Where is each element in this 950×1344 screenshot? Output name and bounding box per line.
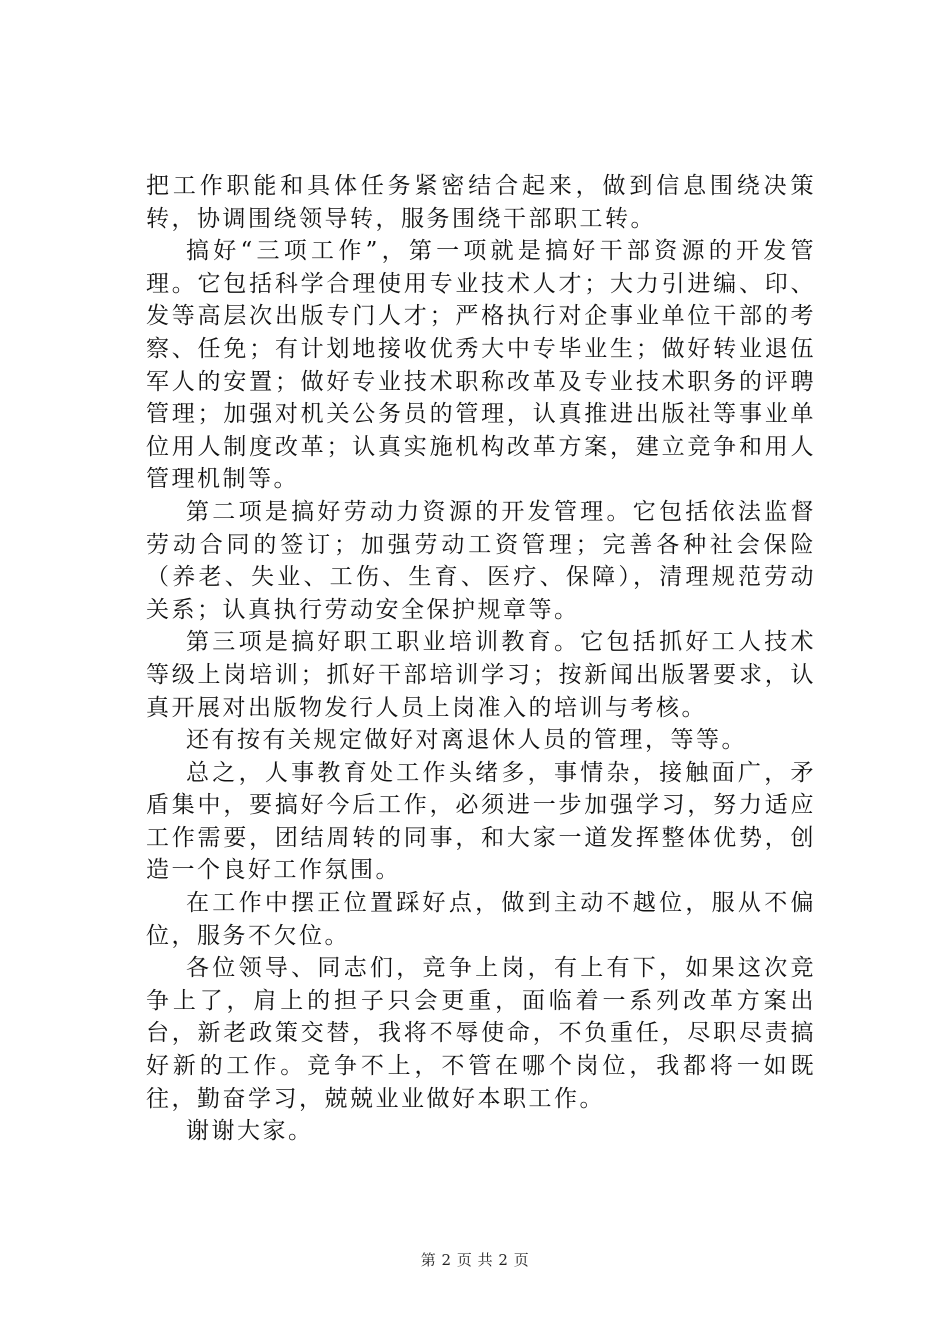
paragraph-6: 总之，人事教育处工作头绪多，事情杂，接触面广，矛盾集中，要搞好今后工作，必须进一步加强学习，努力适应工作需要，团结周转的同事，和大家一道发挥整体优势，创造一个良好工作氛围。 — [146, 759, 816, 884]
page-footer — [0, 1250, 950, 1270]
paragraph-1: 把工作职能和具体任务紧密结合起来，做到信息围绕决策转，协调围绕领导转，服务围绕干部职工转。 — [146, 173, 816, 232]
document-body — [146, 170, 816, 1148]
paragraph-8: 各位领导、同志们，竞争上岗，有上有下，如果这次竞争上了，肩上的担子只会更重，面临着一系列改革方案出台，新老政策交替，我将不辱使命，不负重任，尽职尽责搞好新的工作。竞争不上，不管在哪个岗位，我都将一如既往，勤奋学习，兢兢业业做好本职工作。 — [146, 955, 816, 1112]
paragraph-4: 第三项是搞好职工职业培训教育。它包括抓好工人技术等级上岗培训；抓好干部培训学习；按新闻出版署要求，认真开展对出版物发行人员上岗准入的培训与考核。 — [146, 629, 816, 721]
paragraph-2: 搞好“三项工作”，第一项就是搞好干部资源的开发管理。它包括科学合理使用专业技术人才；大力引进编、印、发等高层次出版专门人才；严格执行对企事业单位干部的考察、任免；有计划地接收优秀大中专毕业生；做好转业退伍军人的安置；做好专业技术职称改革及专业技术职务的评聘管理；加强对机关公务员的管理，认真推进出版社等事业单位用人制度改革；认真实施机构改革方案，建立竞争和用人管理机制等。 — [146, 238, 816, 493]
paragraph-3: 第二项是搞好劳动力资源的开发管理。它包括依法监督劳动合同的签订；加强劳动工资管理；完善各种社会保险（养老、失业、工伤、生育、医疗、保障），清理规范劳动关系；认真执行劳动安全保护规章等。 — [146, 498, 816, 623]
paragraph-5: 还有按有关规定做好对离退休人员的管理，等等。 — [186, 727, 747, 754]
paragraph-9: 谢谢大家。 — [186, 1118, 314, 1145]
paragraph-7: 在工作中摆正位置踩好点，做到主动不越位，服从不偏位，服务不欠位。 — [146, 890, 816, 949]
page-number-label: 第 2 页 共 2 页 — [420, 1251, 530, 1269]
